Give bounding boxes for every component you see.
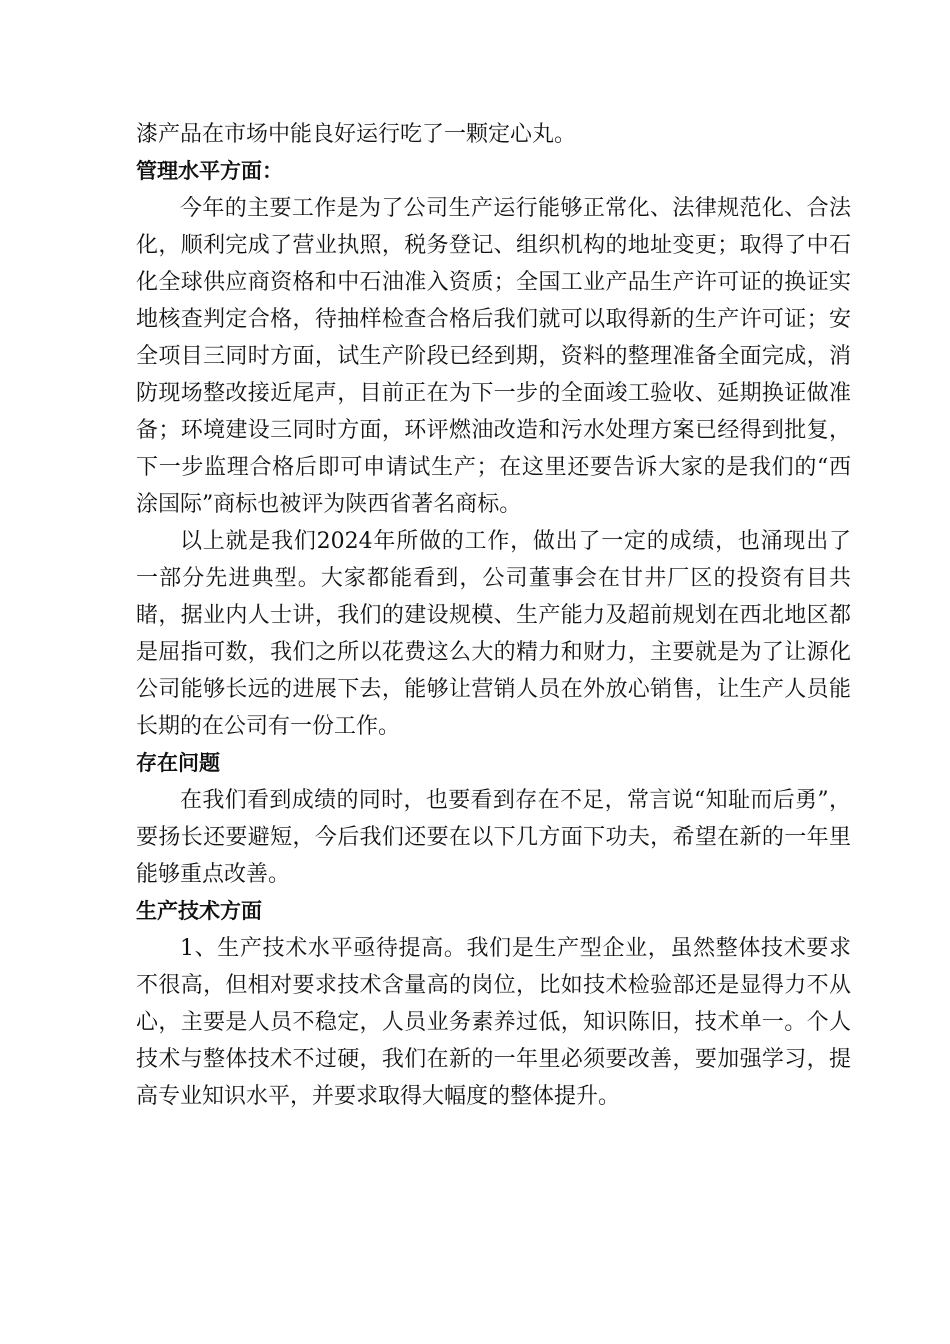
section-heading-problems: 存在问题 bbox=[136, 751, 220, 775]
paragraph-technology-item-1: 1、生产技术水平亟待提高。我们是生产型企业，虽然整体技术要求不很高，但相对要求技术含量高的岗位，比如技术检验部还是显得力不从心，主要是人员不稳定，人员业务素养过低，知识陈旧，技术单一。个人技术与整体技术不过硬，我们在新的一年里必须要改善，要加强学习，提高专业知识水平，并要求取得大幅度的整体提升。 bbox=[136, 936, 851, 1109]
section-heading-production-technology: 生产技术方面 bbox=[136, 899, 262, 923]
paragraph-achievements: 以上就是我们2024年所做的工作，做出了一定的成绩，也涌现出了一部分先进典型。大家都能看到，公司董事会在甘井厂区的投资有目共睹，据业内人士讲，我们的建设规模、生产能力及超前规划在西北地区都是屈指可数，我们之所以花费这么大的精力和财力，主要就是为了让源化公司能够长远的进展下去，能够让营销人员在外放心销售，让生产人员能长期的在公司有一份工作。 bbox=[136, 529, 851, 739]
paragraph-continuation: 漆产品在市场中能良好运行吃了一颗定心丸。 bbox=[136, 122, 577, 147]
document-body bbox=[136, 116, 851, 1115]
section-heading-management: 管理水平方面： bbox=[136, 159, 283, 183]
paragraph-management-work: 今年的主要工作是为了公司生产运行能够正常化、法律规范化、合法化，顺利完成了营业执照，税务登记、组织机构的地址变更；取得了中石化全球供应商资格和中石油准入资质；全国工业产品生产许可证的换证实地核查判定合格，待抽样检查合格后我们就可以取得新的生产许可证；安全项目三同时方面，试生产阶段已经到期，资料的整理准备全面完成，消防现场整改接近尾声，目前正在为下一步的全面竣工验收、延期换证做准备；环境建设三同时方面，环评燃油改造和污水处理方案已经得到批复，下一步监理合格后即可申请试生产；在这里还要告诉大家的是我们的“西涂国际”商标也被评为陕西省著名商标。 bbox=[136, 196, 851, 517]
paragraph-problems-intro: 在我们看到成绩的同时，也要看到存在不足，常言说“知耻而后勇”，要扬长还要避短，今后我们还要在以下几方面下功夫，希望在新的一年里能够重点改善。 bbox=[136, 788, 851, 887]
